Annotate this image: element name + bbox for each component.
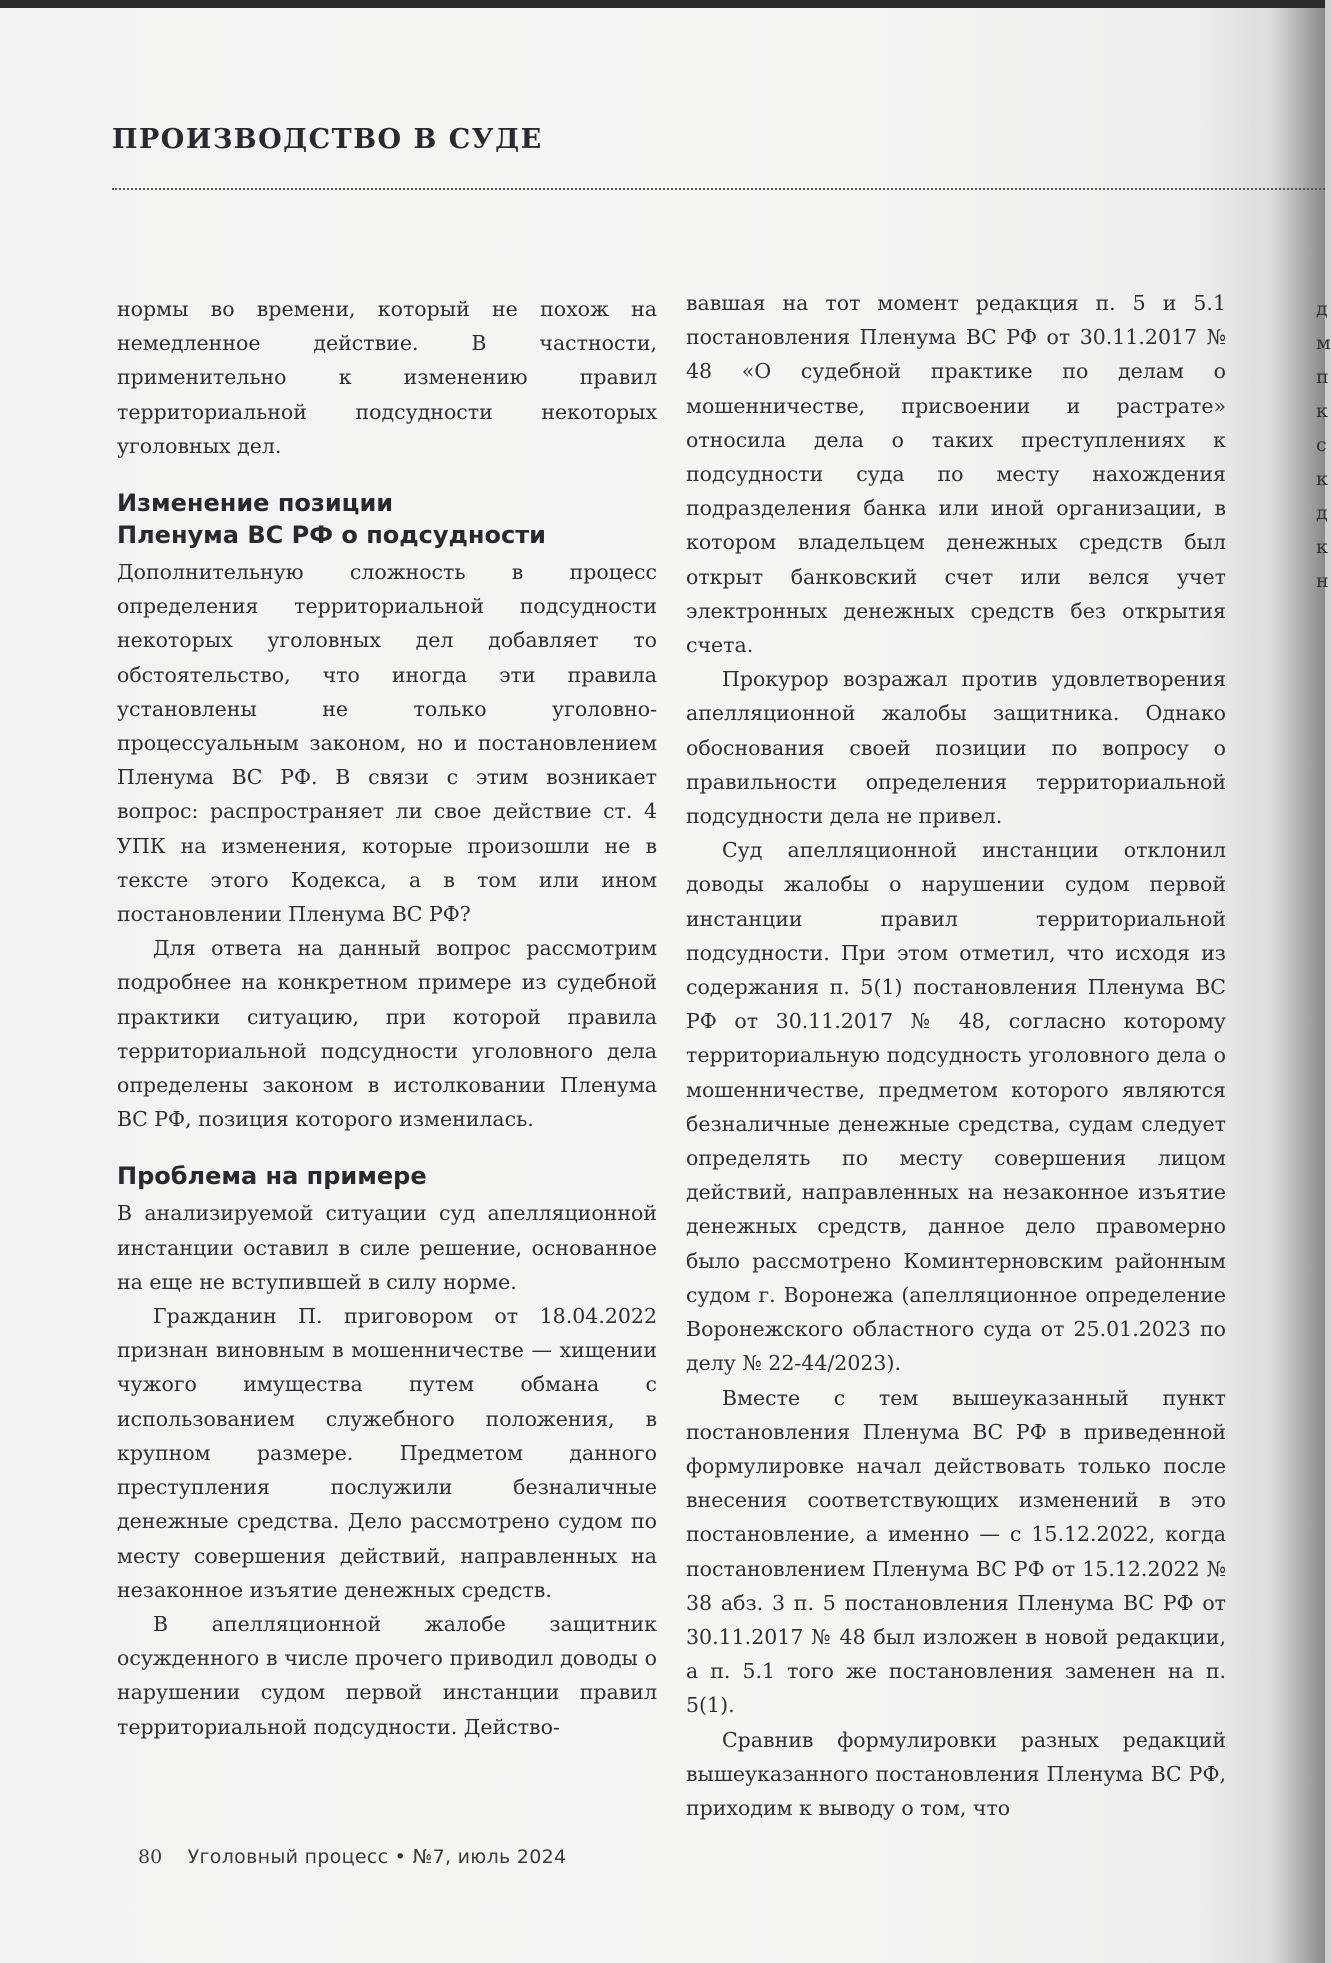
paragraph: Дополнительную сложность в процесс определения территориальной подсудности некоторых уголовных дел добавляет то обстоятельство, что иногда эти правила установлены не только уголовно-процессуальным законом, но и постановлением Пленума ВС РФ. В связи с этим возникает вопрос: распространяет ли свое действие ст. 4 УПК на изменения, которые произошли не в тексте этого Кодекса, а в том или ином постановлении Пленума ВС РФ? xyxy=(117,560,657,927)
paragraph: В анализируемой ситуации суд апелляционной инстанции оставил в силе решение, основанное на еще не вступившей в силу норме. xyxy=(117,1201,657,1294)
journal-issue: Уголовный процесс • №7, июль 2024 xyxy=(187,1846,567,1868)
edge-letter: м xyxy=(1316,332,1331,354)
page-top-edge xyxy=(0,0,1325,8)
page-number: 80 xyxy=(138,1846,163,1868)
left-column xyxy=(117,292,657,1744)
edge-letter: с xyxy=(1316,434,1327,456)
edge-letter: к xyxy=(1316,468,1328,490)
heading-line: Пленума ВС РФ о подсудности xyxy=(117,521,546,550)
paragraph: Сравнив формулировки разных редакций вышеуказанного постановления Пленума ВС РФ, приходим к выводу о том, что xyxy=(686,1727,1226,1820)
paragraph: Гражданин П. приговором от 18.04.2022 признан виновным в мошенничестве — хищении чужого имущества путем обмана с использованием служебного положения, в крупном размере. Предметом данного преступления послужили безналичные денежные средства. Дело рассмотрено судом по месту совершения действий, направленных на незаконное изъятие денежных средств. xyxy=(117,1304,657,1602)
paragraph: Для ответа на данный вопрос рассмотрим подробнее на конкретном примере из судебной практики ситуацию, при которой правила территориальной подсудности уголовного дела определены законом в истолковании Пленума ВС РФ, позиция которого изменилась. xyxy=(117,936,657,1132)
edge-letter: к xyxy=(1316,400,1328,422)
section-heading: Проблема на примере xyxy=(117,1162,427,1191)
paragraph: В апелляционной жалобе защитник осужденного в числе прочего приводил доводы о нарушении судом первой инстанции правил территориальной подсудности. Действо- xyxy=(117,1611,657,1739)
paragraph: Прокурор возражал против удовлетворения апелляционной жалобы защитника. Однако обоснования своей позиции по вопросу о правильности определения территориальной подсудности дела не привел. xyxy=(686,667,1226,829)
section-heading xyxy=(117,487,657,551)
section-title: ПРОИЗВОДСТВО В СУДЕ xyxy=(112,124,543,155)
paragraph: Суд апелляционной инстанции отклонил доводы жалобы о нарушении судом первой инстанции правил территориальной подсудности. При этом отметил, что исходя из содержания п. 5(1) постановления Пленума ВС РФ от 30.11.2017 № 48, согласно которому территориальную подсудность уголовного дела о мошенничестве, предметом которого являются безналичные денежные средства, судам следует определять по месту совершения лицом действий, направленных на незаконное изъятие денежных средств, данное дело правомерно было рассмотрено Коминтерновским районным судом г. Воронежа (апелляционное определение Воронежского областного суда от 25.01.2023 по делу № 22-44/2023). xyxy=(686,838,1226,1376)
paragraph: вавшая на тот момент редакция п. 5 и 5.1 постановления Пленума ВС РФ от 30.11.2017 № 48 «О судебной практике по делам о мошенничестве, присвоении и растрате» относила дела о таких преступлениях к подсудности суда по месту нахождения подразделения банка или иной организации, в котором владельцем денежных средств был открыт банковский счет или велся учет электронных денежных средств без открытия счета. xyxy=(686,291,1226,658)
page-footer xyxy=(138,1846,566,1868)
edge-letter: н xyxy=(1316,570,1329,592)
heading-line: Изменение позиции xyxy=(117,489,394,518)
edge-letter: д xyxy=(1316,502,1328,524)
edge-letter: д xyxy=(1316,298,1328,320)
paragraph: нормы во времени, который не похож на немедленное действие. В частности, применительно к изменению правил территориальной подсудности некоторых уголовных дел. xyxy=(117,297,657,458)
edge-letter: п xyxy=(1316,366,1329,388)
edge-letter: к xyxy=(1316,536,1328,558)
paragraph: Вместе с тем вышеуказанный пункт постановления Пленума ВС РФ в приведенной формулировке начал действовать только после внесения соответствующих изменений в это постановление, а именно — с 15.12.2022, когда постановлением Пленума ВС РФ от 15.12.2022 № 38 абз. 3 п. 5 постановления Пленума ВС РФ от 30.11.2017 № 48 был изложен в новой редакции, а п. 5.1 того же постановления заменен на п. 5(1). xyxy=(686,1385,1226,1718)
dotted-rule xyxy=(112,188,1325,190)
next-page-edge-letters xyxy=(1316,292,1331,598)
right-column xyxy=(686,286,1226,1825)
